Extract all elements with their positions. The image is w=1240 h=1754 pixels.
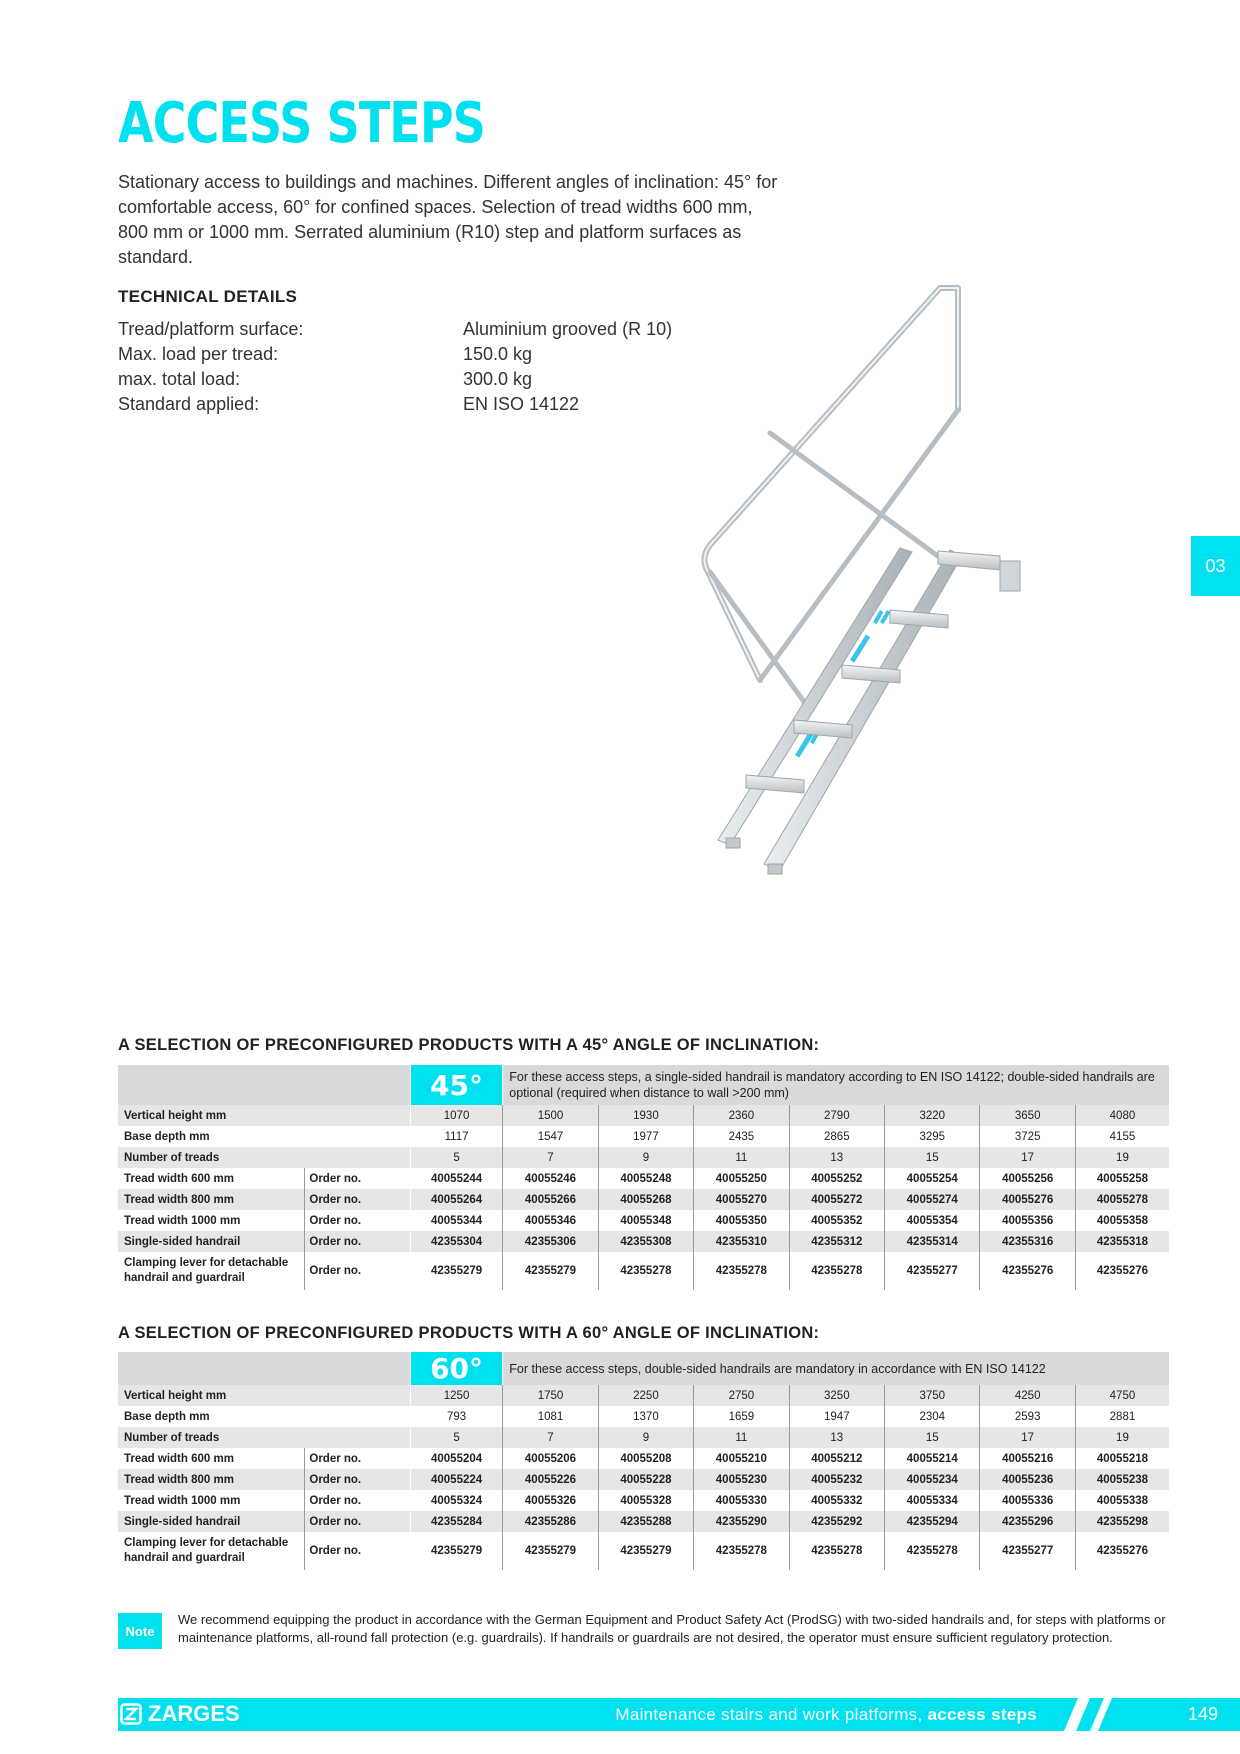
- order-label: Order no.: [305, 1210, 410, 1231]
- table-row: [118, 1511, 1169, 1532]
- row-label: Base depth mm: [124, 1410, 210, 1423]
- cell: 42355278: [789, 1252, 884, 1290]
- cell: 40055204: [410, 1448, 502, 1469]
- table-header-row: [118, 1352, 1169, 1385]
- cell: 1250: [410, 1385, 502, 1406]
- intro-text: Stationary access to buildings and machines. Different angles of inclination: 45° for comfortable access, 60° for confined spaces. Selection of tread widths 600 mm, 800 mm or 1000 mm. Serrated aluminium (R10) step and platform surfaces as standard.: [118, 172, 778, 267]
- cell: 1070: [410, 1105, 502, 1126]
- cell: 2435: [694, 1126, 789, 1147]
- cell: 40055250: [694, 1168, 789, 1189]
- note-text: We recommend equipping the product in accordance with the German Equipment and Product Safety Act (ProdSG) with two-sided handrails and, for steps with platforms or maintenance platforms, all-round fall protection (e.g. guardrails). If handrails or guardrails are not desired, the operator must ensure sufficient regulatory protection.: [178, 1612, 1166, 1645]
- cell: 2750: [694, 1385, 789, 1406]
- row-label: Vertical height mm: [118, 1385, 410, 1406]
- cell: 40055232: [789, 1469, 884, 1490]
- cell: 42355288: [598, 1511, 693, 1532]
- cell: 40055218: [1075, 1448, 1169, 1469]
- cell: 3220: [885, 1105, 980, 1126]
- technical-details-heading: TECHNICAL DETAILS: [118, 287, 298, 306]
- cell: 42355284: [410, 1511, 502, 1532]
- page-number: 149: [1187, 1704, 1218, 1724]
- row-label: Tread width 600 mm: [124, 1452, 234, 1465]
- access-steps-product-image: [700, 280, 1080, 910]
- cell: 1750: [503, 1385, 598, 1406]
- cell: 42355286: [503, 1511, 598, 1532]
- cell: 40055268: [598, 1189, 693, 1210]
- cell: 40055328: [598, 1490, 693, 1511]
- cell: 1117: [410, 1126, 502, 1147]
- header-blank: [118, 1352, 410, 1385]
- row-label: Vertical height mm: [118, 1105, 410, 1126]
- cell: 40055330: [694, 1490, 789, 1511]
- angle-note: For these access steps, double-sided handrails are mandatory in accordance with EN ISO 14122: [503, 1352, 1169, 1385]
- header-blank: [118, 1065, 410, 1105]
- cell: 40055206: [503, 1448, 598, 1469]
- cell: 4250: [980, 1385, 1075, 1406]
- cell: 7: [503, 1147, 598, 1168]
- cell: 40055356: [980, 1210, 1075, 1231]
- cell: 3750: [885, 1385, 980, 1406]
- cell: 3725: [980, 1126, 1075, 1147]
- cell: 40055252: [789, 1168, 884, 1189]
- table-header-row: [118, 1065, 1169, 1105]
- cell: 42355277: [885, 1252, 980, 1290]
- cell: 40055272: [789, 1189, 884, 1210]
- row-label: Number of treads: [118, 1427, 410, 1448]
- tech-label: Standard applied:: [118, 394, 260, 414]
- cell: 40055276: [980, 1189, 1075, 1210]
- cell: 1547: [503, 1126, 598, 1147]
- cell: 13: [789, 1427, 884, 1448]
- order-label: Order no.: [305, 1189, 410, 1210]
- cell: 40055336: [980, 1490, 1075, 1511]
- cell: 15: [885, 1147, 980, 1168]
- cell: 40055236: [980, 1469, 1075, 1490]
- order-label: Order no.: [305, 1448, 410, 1469]
- cell: 42355279: [410, 1252, 502, 1290]
- cell: 40055338: [1075, 1490, 1169, 1511]
- cell: 2593: [980, 1406, 1075, 1427]
- table-row: [118, 1105, 1169, 1126]
- tech-value: 300.0 kg: [463, 369, 533, 389]
- cell: 40055258: [1075, 1168, 1169, 1189]
- cell: 4155: [1075, 1126, 1169, 1147]
- cell: 40055212: [789, 1448, 884, 1469]
- tech-row: [118, 317, 672, 342]
- cell: 40055332: [789, 1490, 884, 1511]
- cell: 42355278: [598, 1252, 693, 1290]
- table-row: [118, 1490, 1169, 1511]
- cell: 4080: [1075, 1105, 1169, 1126]
- cell: 40055214: [885, 1448, 980, 1469]
- angle-note: For these access steps, a single-sided handrail is mandatory according to EN ISO 14122; double-sided handrails are optional (required when distance to wall >200 mm): [503, 1065, 1169, 1105]
- table-row: [118, 1385, 1169, 1406]
- cell: 40055238: [1075, 1469, 1169, 1490]
- row-label: Single-sided handrail: [118, 1231, 305, 1252]
- row-label: Tread width 600 mm: [124, 1172, 234, 1185]
- cell: 42355310: [694, 1231, 789, 1252]
- cell: 42355276: [980, 1252, 1075, 1290]
- cell: 42355278: [694, 1532, 789, 1570]
- tech-row: [118, 367, 672, 392]
- cell: 40055270: [694, 1189, 789, 1210]
- table-row: [118, 1469, 1169, 1490]
- brand-logo: [120, 1701, 240, 1727]
- cell: 40055278: [1075, 1189, 1169, 1210]
- cell: 42355276: [1075, 1532, 1169, 1570]
- tech-row: [118, 392, 672, 417]
- table-row: [118, 1126, 1169, 1147]
- cell: 40055266: [503, 1189, 598, 1210]
- cell: 3650: [980, 1105, 1075, 1126]
- cell: 3295: [885, 1126, 980, 1147]
- cell: 5: [410, 1147, 502, 1168]
- row-label: Clamping lever for detachable handrail and guardrail: [124, 1257, 289, 1284]
- cell: 40055354: [885, 1210, 980, 1231]
- angle-badge: 60°: [410, 1352, 502, 1385]
- tech-row: [118, 342, 672, 367]
- section-45-heading: A SELECTION OF PRECONFIGURED PRODUCTS WITH A 45° ANGLE OF INCLINATION:: [118, 1036, 820, 1054]
- cell: 11: [694, 1147, 789, 1168]
- cell: 40055352: [789, 1210, 884, 1231]
- brand-name: ZARGES: [148, 1701, 240, 1726]
- table-row: [118, 1147, 1169, 1168]
- row-label: Tread width 1000 mm: [124, 1494, 241, 1507]
- table-row: [118, 1189, 1169, 1210]
- cell: 40055226: [503, 1469, 598, 1490]
- table-row: [118, 1210, 1169, 1231]
- table-row: [118, 1406, 1169, 1427]
- cell: 1977: [598, 1126, 693, 1147]
- cell: 19: [1075, 1147, 1169, 1168]
- cell: 40055346: [503, 1210, 598, 1231]
- footer-category-prefix: Maintenance stairs and work platforms,: [615, 1705, 928, 1724]
- tech-label: Tread/platform surface:: [118, 319, 304, 339]
- cell: 40055348: [598, 1210, 693, 1231]
- cell: 40055230: [694, 1469, 789, 1490]
- cell: 2865: [789, 1126, 884, 1147]
- table-row: [118, 1532, 1169, 1570]
- cell: 40055350: [694, 1210, 789, 1231]
- cell: 2881: [1075, 1406, 1169, 1427]
- cell: 40055208: [598, 1448, 693, 1469]
- cell: 42355294: [885, 1511, 980, 1532]
- cell: 42355316: [980, 1231, 1075, 1252]
- footer-category-bold: access steps: [927, 1705, 1037, 1724]
- cell: 40055344: [410, 1210, 502, 1231]
- cell: 40055264: [410, 1189, 502, 1210]
- row-label: Single-sided handrail: [118, 1511, 305, 1532]
- order-label: Order no.: [305, 1252, 410, 1290]
- cell: 17: [980, 1147, 1075, 1168]
- cell: 13: [789, 1147, 884, 1168]
- cell: 1370: [598, 1406, 693, 1427]
- order-label: Order no.: [305, 1490, 410, 1511]
- cell: 5: [410, 1427, 502, 1448]
- cell: 42355306: [503, 1231, 598, 1252]
- order-label: Order no.: [305, 1511, 410, 1532]
- row-label: Tread width 800 mm: [118, 1189, 305, 1210]
- row-label: Number of treads: [118, 1147, 410, 1168]
- section-60-heading: A SELECTION OF PRECONFIGURED PRODUCTS WITH A 60° ANGLE OF INCLINATION:: [118, 1324, 820, 1342]
- cell: 1500: [503, 1105, 598, 1126]
- cell: 9: [598, 1427, 693, 1448]
- cell: 40055326: [503, 1490, 598, 1511]
- cell: 1081: [503, 1406, 598, 1427]
- cell: 1930: [598, 1105, 693, 1126]
- cell: 40055324: [410, 1490, 502, 1511]
- cell: 19: [1075, 1427, 1169, 1448]
- table-row: [118, 1231, 1169, 1252]
- cell: 42355296: [980, 1511, 1075, 1532]
- cell: 42355292: [789, 1511, 884, 1532]
- tech-value: Aluminium grooved (R 10): [463, 319, 673, 339]
- cell: 2304: [885, 1406, 980, 1427]
- order-label: Order no.: [305, 1231, 410, 1252]
- cell: 42355318: [1075, 1231, 1169, 1252]
- cell: 40055334: [885, 1490, 980, 1511]
- zarges-logo-icon: [120, 1703, 142, 1725]
- tech-value: 150.0 kg: [463, 344, 533, 364]
- cell: 42355298: [1075, 1511, 1169, 1532]
- cell: 2360: [694, 1105, 789, 1126]
- row-label: Tread width 1000 mm: [124, 1214, 241, 1227]
- cell: 40055228: [598, 1469, 693, 1490]
- technical-details: [118, 317, 672, 417]
- cell: 3250: [789, 1385, 884, 1406]
- table-row: [118, 1427, 1169, 1448]
- cell: 42355279: [598, 1532, 693, 1570]
- tech-value: EN ISO 14122: [463, 394, 580, 414]
- cell: 15: [885, 1427, 980, 1448]
- cell: 1659: [694, 1406, 789, 1427]
- angle-badge: 45°: [410, 1065, 502, 1105]
- cell: 40055224: [410, 1469, 502, 1490]
- cell: 40055274: [885, 1189, 980, 1210]
- cell: 9: [598, 1147, 693, 1168]
- order-label: Order no.: [305, 1469, 410, 1490]
- table-row: [118, 1168, 1169, 1189]
- row-label: Base depth mm: [124, 1130, 210, 1143]
- row-label: Tread width 800 mm: [118, 1469, 305, 1490]
- cell: 42355279: [503, 1252, 598, 1290]
- chapter-tab: 03: [1191, 536, 1240, 596]
- cell: 40055234: [885, 1469, 980, 1490]
- cell: 42355278: [885, 1532, 980, 1570]
- cell: 42355304: [410, 1231, 502, 1252]
- tech-label: max. total load:: [118, 369, 241, 389]
- cell: 42355278: [694, 1252, 789, 1290]
- page-footer: [118, 1698, 1240, 1731]
- cell: 42355276: [1075, 1252, 1169, 1290]
- cell: 42355279: [503, 1532, 598, 1570]
- cell: 40055216: [980, 1448, 1075, 1469]
- cell: 793: [410, 1406, 502, 1427]
- footer-category: [615, 1705, 1037, 1725]
- tech-label: Max. load per tread:: [118, 344, 279, 364]
- cell: 40055256: [980, 1168, 1075, 1189]
- cell: 11: [694, 1427, 789, 1448]
- cell: 7: [503, 1427, 598, 1448]
- table-60-degree: [118, 1352, 1169, 1570]
- cell: 4750: [1075, 1385, 1169, 1406]
- cell: 40055210: [694, 1448, 789, 1469]
- cell: 1947: [789, 1406, 884, 1427]
- cell: 42355312: [789, 1231, 884, 1252]
- cell: 40055244: [410, 1168, 502, 1189]
- cell: 40055246: [503, 1168, 598, 1189]
- cell: 42355314: [885, 1231, 980, 1252]
- table-row: [118, 1252, 1169, 1290]
- cell: 42355308: [598, 1231, 693, 1252]
- slash-decoration-icon: [1046, 1698, 1122, 1731]
- cell: 2250: [598, 1385, 693, 1406]
- cell: 42355290: [694, 1511, 789, 1532]
- order-label: Order no.: [305, 1168, 410, 1189]
- cell: 42355277: [980, 1532, 1075, 1570]
- cell: 40055254: [885, 1168, 980, 1189]
- table-45-degree: [118, 1065, 1169, 1290]
- cell: 42355279: [410, 1532, 502, 1570]
- cell: 40055358: [1075, 1210, 1169, 1231]
- table-row: [118, 1448, 1169, 1469]
- note-badge: Note: [118, 1613, 162, 1649]
- page-title: ACCESS STEPS: [118, 91, 486, 156]
- cell: 2790: [789, 1105, 884, 1126]
- cell: 17: [980, 1427, 1075, 1448]
- row-label: Clamping lever for detachable handrail and guardrail: [124, 1537, 289, 1564]
- cell: 40055248: [598, 1168, 693, 1189]
- order-label: Order no.: [305, 1532, 410, 1570]
- cell: 42355278: [789, 1532, 884, 1570]
